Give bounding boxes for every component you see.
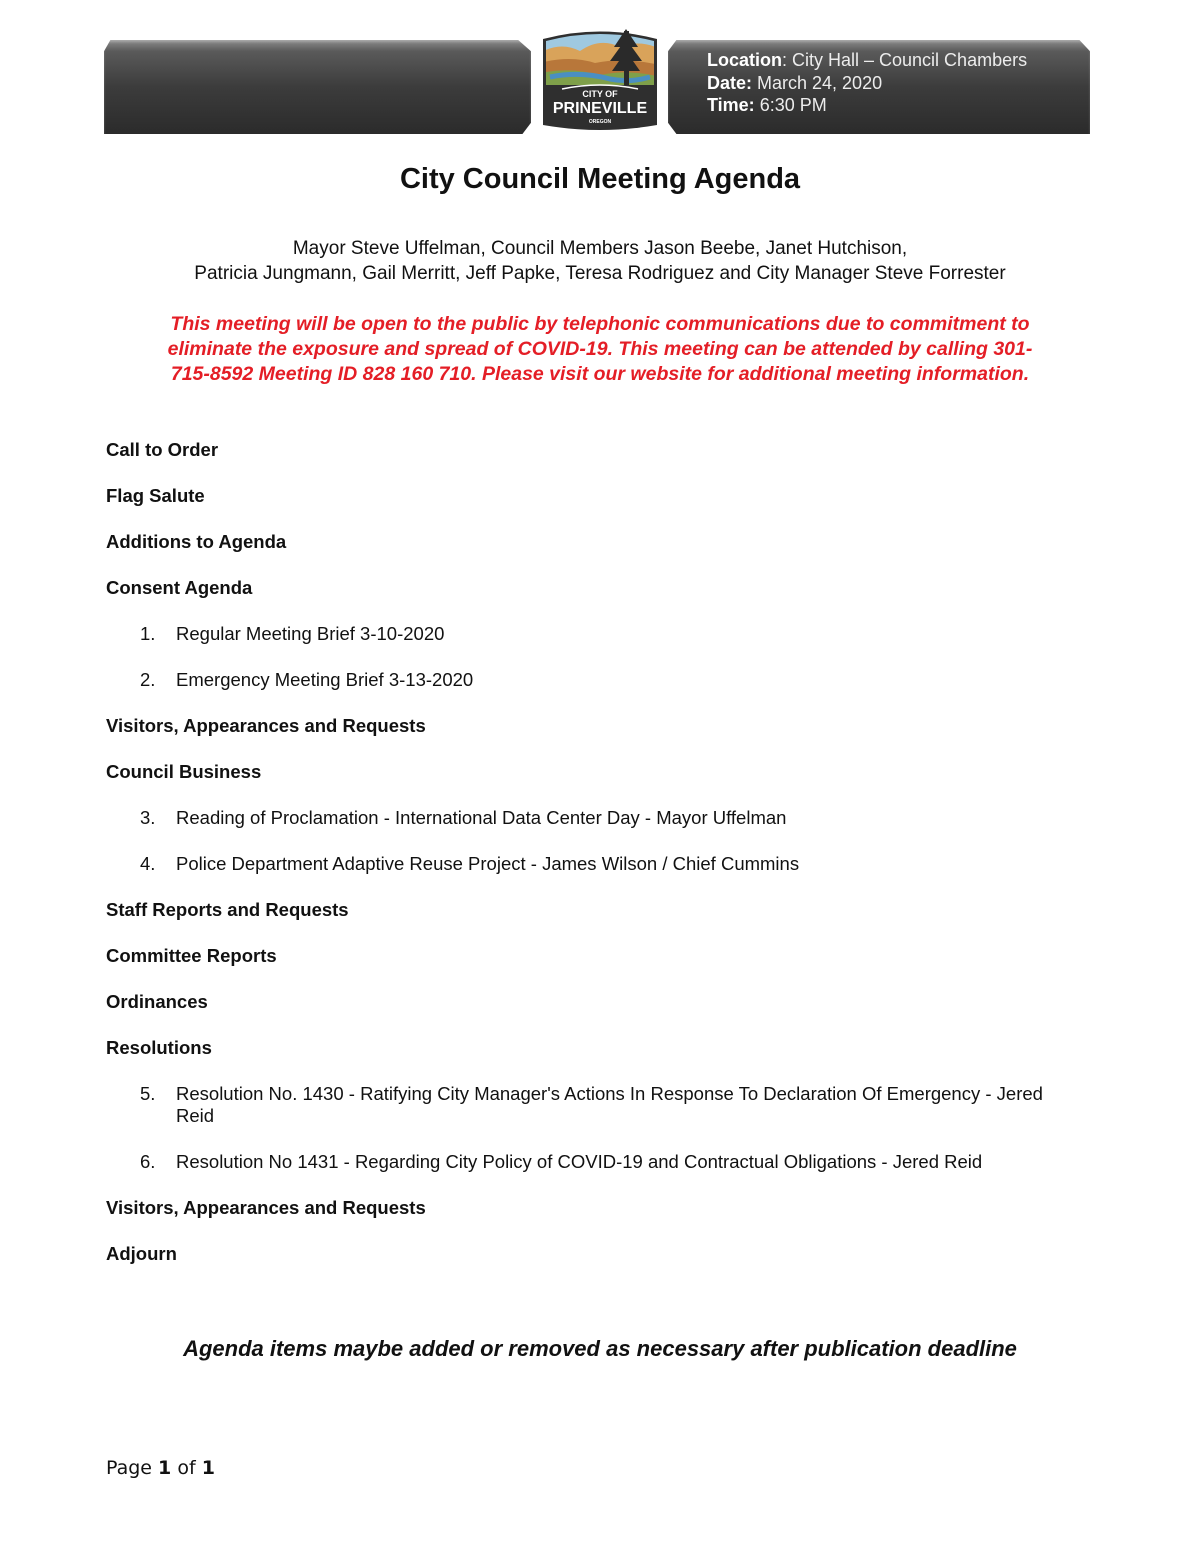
agenda-item-4 (106, 853, 1086, 875)
meeting-time: Time: 6:30 PM (707, 95, 827, 115)
agenda-item-1 (106, 623, 1086, 645)
page-number: Page 1 of 1 (106, 1457, 215, 1479)
agenda-item-text: Police Department Adaptive Reuse Project - James Wilson / Chief Cummins (176, 853, 800, 874)
meeting-info (707, 49, 1027, 117)
logo-line1: CITY OF (582, 89, 618, 99)
meeting-location: Location: City Hall – Council Chambers (707, 50, 1028, 70)
section-call-to-order: Call to Order (106, 439, 219, 460)
members-line-1: Mayor Steve Uffelman, Council Members Jason Beebe, Janet Hutchison, (292, 238, 908, 259)
page-title: City Council Meeting Agenda (399, 163, 801, 195)
agenda-item-5 (106, 1083, 1086, 1127)
notice-line-2: eliminate the exposure and spread of COVID-19. This meeting can be attended by calling 301- (167, 338, 1033, 360)
agenda-item-number: 3. (140, 807, 156, 828)
section-flag-salute: Flag Salute (106, 485, 205, 506)
agenda-item-number: 6. (140, 1151, 156, 1172)
logo-line2: PRINEVILLE (552, 100, 648, 117)
covid-notice (95, 312, 1105, 387)
agenda-list (106, 439, 1086, 1289)
section-visitors-appearances-2: Visitors, Appearances and Requests (106, 1197, 426, 1218)
section-adjourn: Adjourn (106, 1243, 177, 1264)
agenda-item-3 (106, 807, 1086, 829)
logo-line3: OREGON (588, 119, 612, 125)
section-additions-to-agenda: Additions to Agenda (106, 531, 287, 552)
agenda-item-number: 5. (140, 1083, 156, 1104)
agenda-item-6 (106, 1151, 1086, 1173)
footer-note: Agenda items maybe added or removed as necessary after publication deadline (183, 1336, 1017, 1361)
section-visitors-appearances-1: Visitors, Appearances and Requests (106, 715, 426, 736)
section-resolutions: Resolutions (106, 1037, 212, 1058)
agenda-item-number: 4. (140, 853, 156, 874)
members-line-2: Patricia Jungmann, Gail Merritt, Jeff Papke, Teresa Rodriguez and City Manager Steve Forrester (194, 263, 1006, 284)
agenda-item-text: Resolution No. 1430 - Ratifying City Manager's Actions In Response To Declaration Of Emergency - Jered Reid (176, 1083, 1043, 1126)
agenda-item-2 (106, 669, 1086, 691)
notice-line-1: This meeting will be open to the public by telephonic communications due to commitment to (170, 313, 1030, 335)
agenda-item-text: Resolution No 1431 - Regarding City Policy of COVID-19 and Contractual Obligations - Jered Reid (176, 1151, 983, 1172)
city-of-prineville-logo (540, 27, 660, 143)
section-council-business: Council Business (106, 761, 262, 782)
notice-line-3: 715-8592 Meeting ID 828 160 710. Please visit our website for additional meeting information. (170, 363, 1030, 385)
agenda-item-text: Regular Meeting Brief 3-10-2020 (176, 623, 445, 644)
agenda-item-number: 2. (140, 669, 156, 690)
section-staff-reports: Staff Reports and Requests (106, 899, 349, 920)
section-ordinances: Ordinances (106, 991, 208, 1012)
section-committee-reports: Committee Reports (106, 945, 277, 966)
council-members (100, 236, 1100, 286)
agenda-item-text: Emergency Meeting Brief 3-13-2020 (176, 669, 474, 690)
meeting-date: Date: March 24, 2020 (707, 72, 883, 93)
agenda-item-number: 1. (140, 623, 156, 644)
agenda-item-text: Reading of Proclamation - International Data Center Day - Mayor Uffelman (176, 807, 787, 828)
header-banner-left (104, 40, 531, 134)
section-consent-agenda: Consent Agenda (106, 577, 253, 598)
